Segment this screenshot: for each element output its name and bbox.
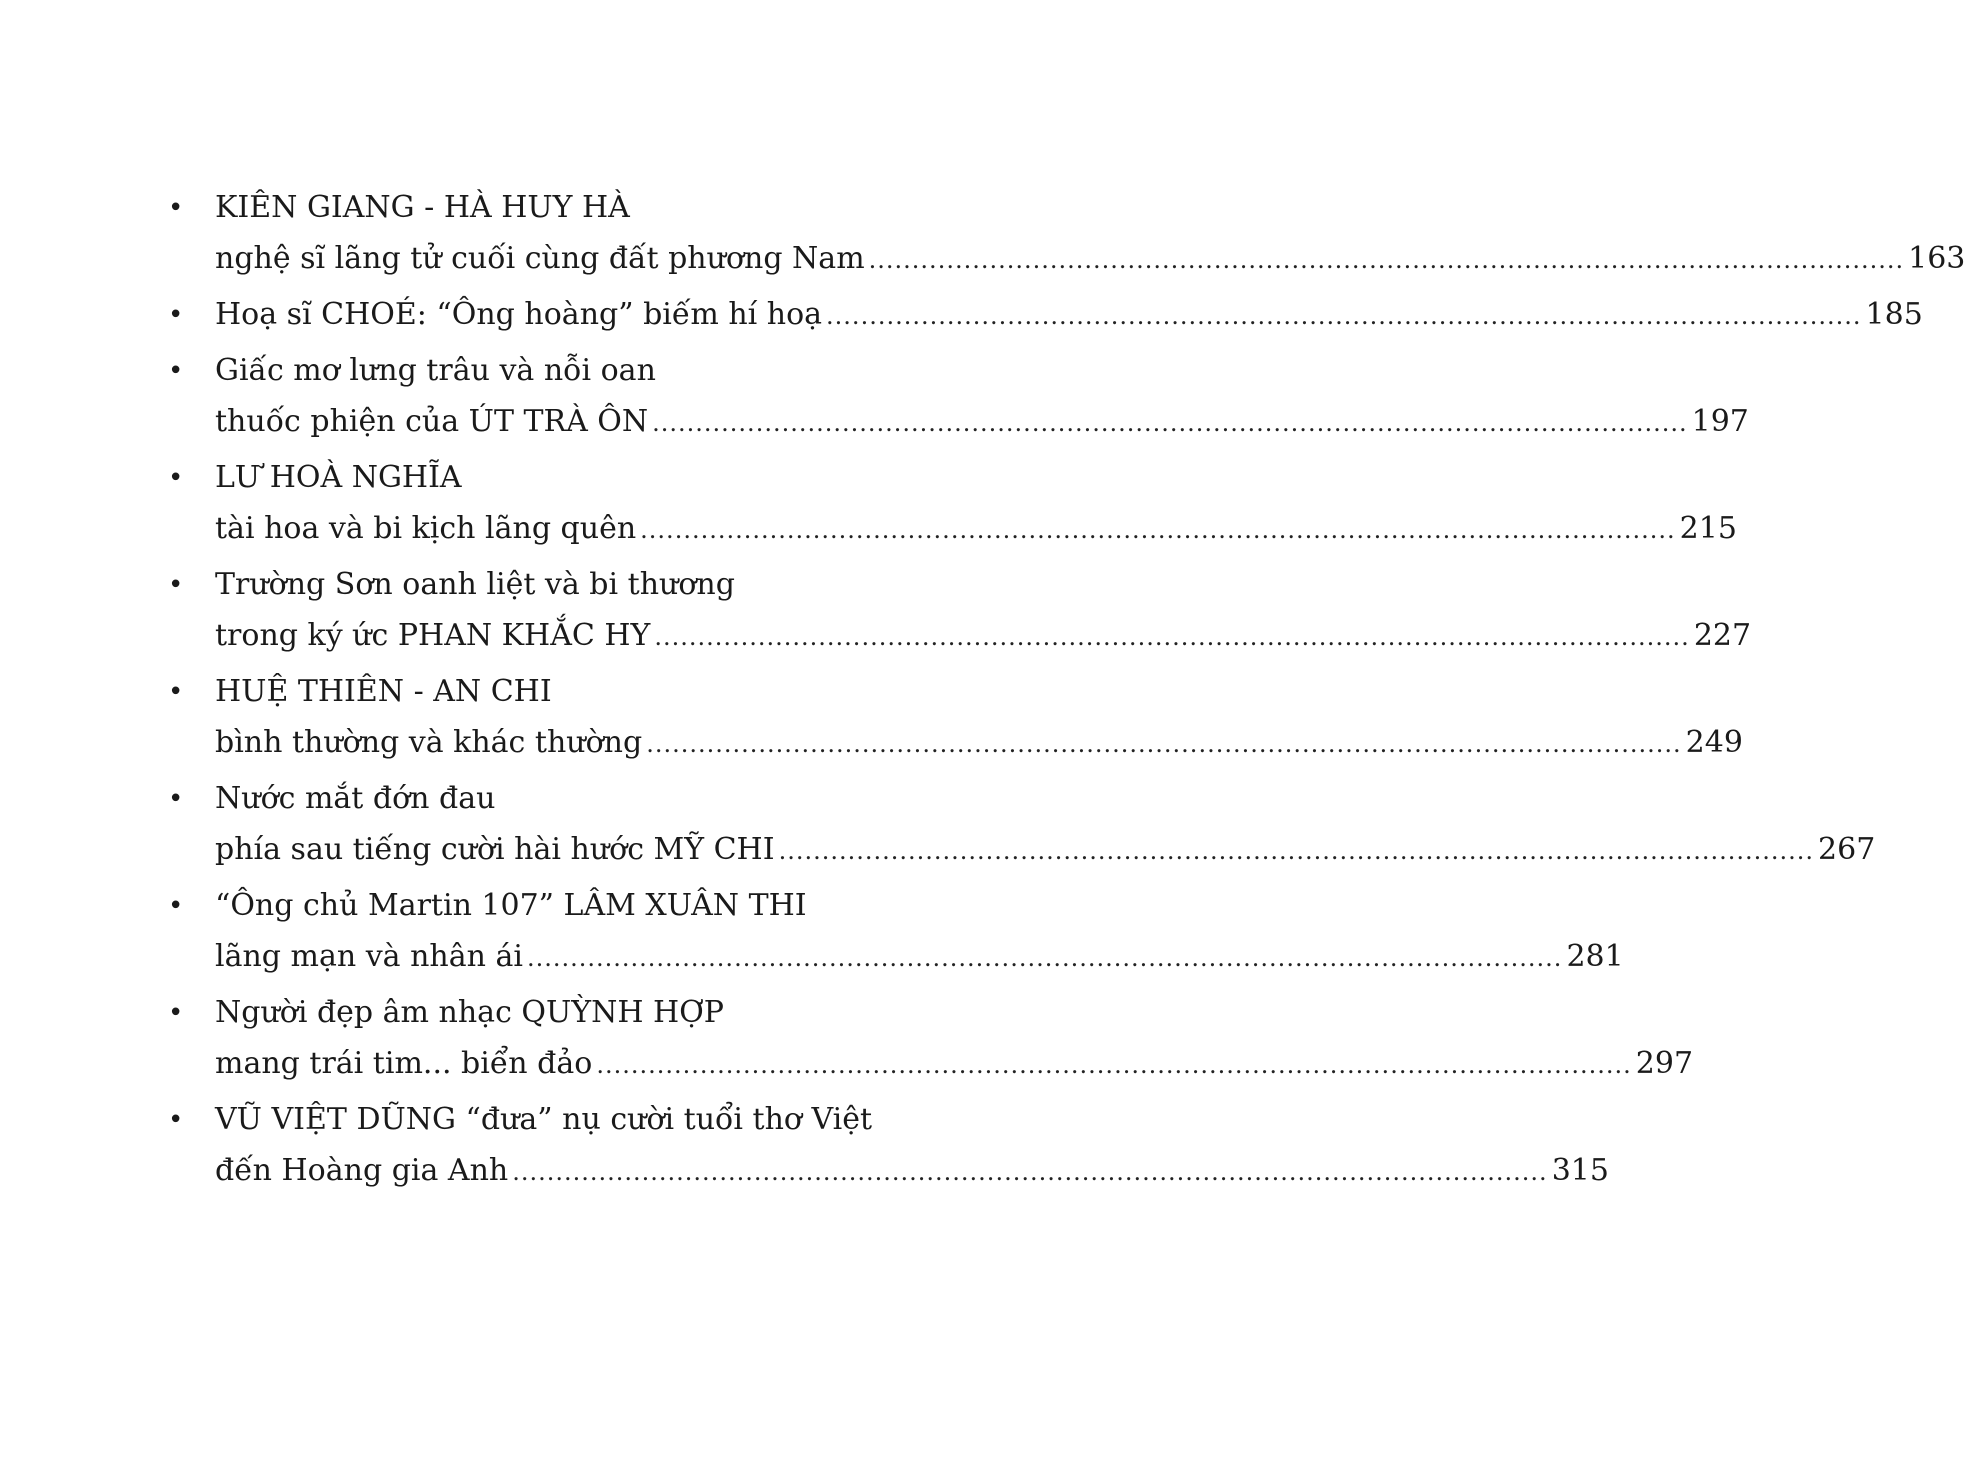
toc-entry-subtitle: đến Hoàng gia Anh <box>215 1153 509 1188</box>
bullet-icon: • <box>168 300 184 330</box>
toc-entry <box>160 773 1876 875</box>
bullet-icon: • <box>168 570 184 600</box>
bullet-icon: • <box>168 463 184 493</box>
toc-entry <box>160 559 1752 661</box>
bullet-icon: • <box>168 356 184 386</box>
dot-leader: ........................................................................................................................ <box>512 1158 1548 1186</box>
toc-entry-subtitle: mang trái tim... biển đảo <box>215 1046 593 1081</box>
table-of-contents <box>160 182 1965 1201</box>
toc-entry-title: KIÊN GIANG - HÀ HUY HÀ <box>215 190 630 225</box>
toc-entry-leader-line <box>215 503 1737 554</box>
page-number: 249 <box>1685 725 1743 760</box>
toc-entry-subtitle: nghệ sĩ lãng tử cuối cùng đất phương Nam <box>215 241 865 276</box>
toc-entry-title: VŨ VIỆT DŨNG “đưa” nụ cười tuổi thơ Việt <box>215 1102 873 1137</box>
page-number: 267 <box>1818 832 1876 867</box>
bullet-icon: • <box>168 891 184 921</box>
bullet-icon: • <box>168 677 184 707</box>
bullet-icon: • <box>168 193 184 223</box>
toc-entry-subtitle: bình thường và khác thường <box>215 725 643 760</box>
toc-entry-title: Người đẹp âm nhạc QUỲNH HỢP <box>215 995 724 1030</box>
toc-entry-leader-line <box>215 1145 1609 1196</box>
page-number: 163 <box>1908 241 1965 276</box>
toc-entry-subtitle: thuốc phiện của ÚT TRÀ ÔN <box>215 404 649 439</box>
toc-entry-subtitle: tài hoa và bi kịch lãng quên <box>215 511 637 546</box>
dot-leader: ........................................................................................................................ <box>596 1051 1632 1079</box>
toc-entry-leader-line <box>215 717 1743 768</box>
bullet-icon: • <box>168 998 184 1028</box>
page-number: 185 <box>1865 297 1923 332</box>
toc-entry <box>160 1094 1609 1196</box>
toc-entry-title: “Ông chủ Martin 107” LÂM XUÂN THI <box>215 888 807 923</box>
toc-entry <box>160 289 1923 340</box>
toc-entry-title: LƯ HOÀ NGHĨA <box>215 460 462 495</box>
page-number: 215 <box>1679 511 1737 546</box>
toc-entry-leader-line <box>215 610 1752 661</box>
toc-entry <box>160 666 1743 768</box>
toc-entry-leader-line <box>215 289 1923 340</box>
dot-leader: ........................................................................................................................ <box>646 730 1682 758</box>
toc-entry-leader-line <box>215 1038 1694 1089</box>
toc-entry-title: Giấc mơ lưng trâu và nỗi oan <box>215 353 656 388</box>
toc-entry-subtitle: phía sau tiếng cười hài hước MỸ CHI <box>215 832 775 867</box>
dot-leader: ........................................................................................................................ <box>640 516 1676 544</box>
dot-leader: ........................................................................................................................ <box>826 302 1862 330</box>
toc-entry-leader-line <box>215 233 1965 284</box>
toc-entry-subtitle: trong ký ức PHAN KHẮC HY <box>215 618 651 653</box>
toc-entry <box>160 345 1749 447</box>
toc-entry <box>160 987 1694 1089</box>
toc-entry-subtitle: Hoạ sĩ CHOÉ: “Ông hoàng” biếm hí hoạ <box>215 297 823 332</box>
toc-entry <box>160 452 1737 554</box>
toc-entry-title: HUỆ THIÊN - AN CHI <box>215 674 552 709</box>
page-number: 197 <box>1691 404 1749 439</box>
dot-leader: ........................................................................................................................ <box>526 944 1563 972</box>
toc-entry <box>160 182 1965 284</box>
page-number: 315 <box>1551 1153 1609 1188</box>
dot-leader: ........................................................................................................................ <box>654 623 1690 651</box>
page-number: 227 <box>1693 618 1752 653</box>
toc-entry-leader-line <box>215 931 1624 982</box>
toc-entry-leader-line <box>215 396 1749 447</box>
toc-entry-title: Trường Sơn oanh liệt và bi thương <box>215 567 735 602</box>
dot-leader: ........................................................................................................................ <box>778 837 1815 865</box>
page-number: 297 <box>1635 1046 1694 1081</box>
bullet-icon: • <box>168 1105 184 1135</box>
bullet-icon: • <box>168 784 184 814</box>
toc-entry-leader-line <box>215 824 1876 875</box>
toc-entry-subtitle: lãng mạn và nhân ái <box>215 939 523 974</box>
toc-entry <box>160 880 1624 982</box>
dot-leader: ........................................................................................................................ <box>652 409 1688 437</box>
page-number: 281 <box>1566 939 1624 974</box>
toc-entry-title: Nước mắt đớn đau <box>215 781 496 816</box>
dot-leader: ........................................................................................................................ <box>868 246 1905 274</box>
